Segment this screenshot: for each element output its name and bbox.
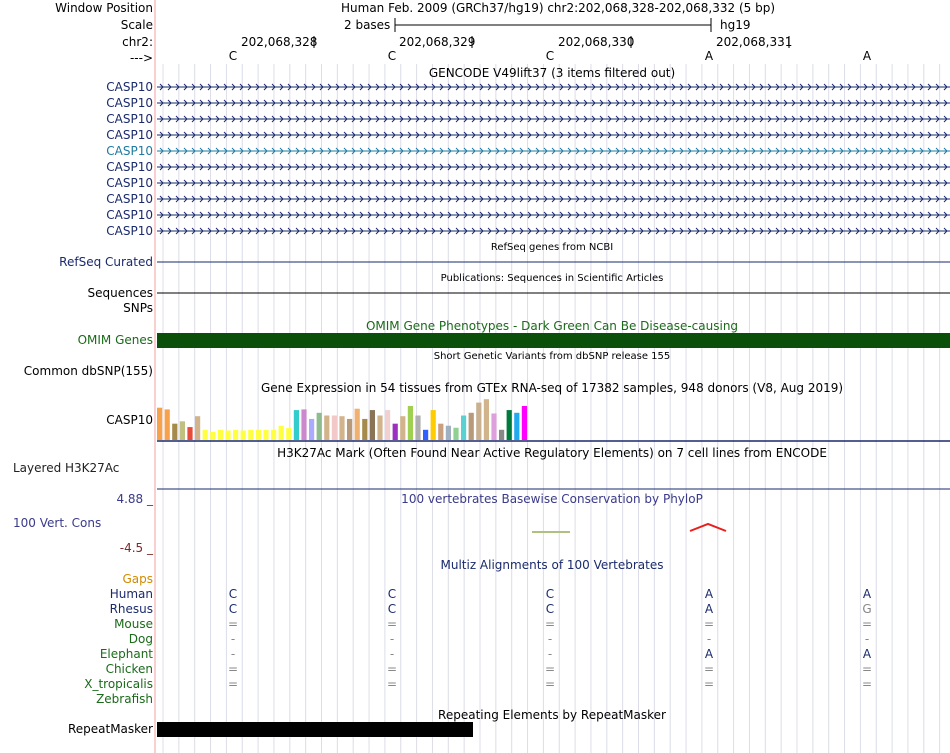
multiz-track-title[interactable]: Multiz Alignments of 100 Vertebrates xyxy=(440,558,664,572)
species-label[interactable]: Dog xyxy=(128,632,153,646)
gtex-tissue-bar xyxy=(514,413,519,440)
gene-label-casp10[interactable]: CASP10 xyxy=(106,208,153,222)
snps-label: SNPs xyxy=(123,301,153,315)
alignment-base: A xyxy=(862,587,872,601)
alignment-base: = xyxy=(227,662,239,676)
gtex-tissue-bar xyxy=(385,410,390,440)
alignment-base: = xyxy=(703,662,715,676)
gtex-tissue-bar xyxy=(165,409,170,440)
gtex-tissue-bar xyxy=(279,426,284,440)
alignment-base: = xyxy=(227,617,239,631)
alignment-base: = xyxy=(227,677,239,691)
gtex-tissue-bar xyxy=(431,410,436,440)
alignment-base: = xyxy=(703,677,715,691)
repeatmasker-element xyxy=(157,722,473,737)
alignment-base: C xyxy=(545,602,555,616)
omim-gene-bar xyxy=(157,333,950,348)
gtex-tissue-bar xyxy=(180,421,185,440)
gtex-tissue-bar xyxy=(393,424,398,440)
gtex-tissue-bar xyxy=(453,428,458,440)
gtex-tissue-bar xyxy=(491,413,496,440)
coord-tick-label: 202,068,331 xyxy=(716,35,793,49)
gtex-tissue-bar xyxy=(355,409,360,440)
gtex-tissue-bar xyxy=(446,426,451,440)
gene-label-casp10[interactable]: CASP10 xyxy=(106,224,153,238)
gene-label-casp10[interactable]: CASP10 xyxy=(106,160,153,174)
alignment-base: = xyxy=(544,677,556,691)
gtex-tissue-bar xyxy=(210,432,215,440)
gtex-tissue-bar xyxy=(218,430,223,440)
gtex-tissue-bar xyxy=(294,410,299,440)
gtex-tissue-bar xyxy=(347,419,352,440)
assembly-label: hg19 xyxy=(720,18,751,32)
strand-chevrons xyxy=(160,212,947,218)
gene-label-casp10[interactable]: CASP10 xyxy=(106,128,153,142)
alignment-base: - xyxy=(389,632,395,646)
strand-chevrons xyxy=(160,132,947,138)
gtex-tissue-bar xyxy=(377,416,382,440)
alignment-base: A xyxy=(862,647,872,661)
repeatmasker-label: RepeatMasker xyxy=(67,722,153,736)
species-label[interactable]: Mouse xyxy=(114,617,153,631)
alignment-base: C xyxy=(387,602,397,616)
alignment-base: = xyxy=(861,662,873,676)
strand-chevrons xyxy=(160,116,947,122)
strand-chevrons xyxy=(160,196,947,202)
alignment-base: = xyxy=(386,677,398,691)
gencode-track-title[interactable]: GENCODE V49lift37 (3 items filtered out) xyxy=(428,66,676,80)
alignment-base: A xyxy=(704,647,714,661)
reference-base: C xyxy=(228,49,238,63)
alignment-base: G xyxy=(862,602,872,616)
gtex-tissue-bar xyxy=(195,416,200,440)
gtex-tissue-bar xyxy=(499,430,504,440)
gtex-tissue-bar xyxy=(461,416,466,440)
gtex-tissue-bar xyxy=(484,399,489,440)
gaps-label: Gaps xyxy=(122,572,153,586)
gtex-tissue-bar xyxy=(400,416,405,440)
gtex-tissue-bar xyxy=(423,430,428,440)
alignment-base: = xyxy=(861,677,873,691)
gtex-tissue-bar xyxy=(271,430,276,440)
alignment-base: = xyxy=(544,662,556,676)
gtex-tissue-bar xyxy=(408,406,413,440)
alignment-base: C xyxy=(228,587,238,601)
publications-track-title[interactable]: Publications: Sequences in Scientific Articles xyxy=(440,273,664,284)
alignment-base: = xyxy=(386,662,398,676)
gene-label-casp10[interactable]: CASP10 xyxy=(106,96,153,110)
sequences-label: Sequences xyxy=(87,286,153,300)
repeatmasker-track-title[interactable]: Repeating Elements by RepeatMasker xyxy=(438,708,666,722)
gene-label-casp10[interactable]: CASP10 xyxy=(106,112,153,126)
strand-chevrons xyxy=(160,100,947,106)
gtex-tissue-bar xyxy=(248,430,253,440)
window-position-label: Window Position xyxy=(55,1,153,15)
alignment-base: = xyxy=(861,617,873,631)
phylop-label: 100 Vert. Cons xyxy=(13,516,102,530)
gtex-tissue-bar xyxy=(362,419,367,440)
coord-tick-label: 202,068,329 xyxy=(399,35,476,49)
gtex-tissue-bar xyxy=(507,410,512,440)
gtex-tissue-bar xyxy=(469,413,474,440)
reference-base: A xyxy=(704,49,714,63)
h3k27ac-label: Layered H3K27Ac xyxy=(13,461,120,475)
coord-tick-label: 202,068,328 xyxy=(241,35,318,49)
gtex-tissue-bar xyxy=(157,408,162,440)
refseq-track-title[interactable]: RefSeq genes from NCBI xyxy=(490,242,614,253)
reference-base: C xyxy=(545,49,555,63)
alignment-base: C xyxy=(545,587,555,601)
strand-chevrons xyxy=(160,148,947,154)
strand-chevrons xyxy=(160,84,947,90)
gene-label-casp10[interactable]: CASP10 xyxy=(106,80,153,94)
species-label[interactable]: Elephant xyxy=(99,647,153,661)
gtex-tissue-bar xyxy=(187,427,192,440)
dbsnp-track-title[interactable]: Short Genetic Variants from dbSNP release 155 xyxy=(433,351,671,362)
alignment-base: - xyxy=(230,647,236,661)
gtex-track-title[interactable]: Gene Expression in 54 tissues from GTEx RNA-seq of 17382 samples, 948 donors (V8, Aug 2019) xyxy=(260,381,844,395)
strand-label: ---> xyxy=(129,51,153,65)
gtex-tissue-bar xyxy=(332,416,337,440)
alignment-base: C xyxy=(387,587,397,601)
omim-genes-label[interactable]: OMIM Genes xyxy=(77,333,153,347)
alignment-base: - xyxy=(389,647,395,661)
h3k27ac-track-title[interactable]: H3K27Ac Mark (Often Found Near Active Regulatory Elements) on 7 cell lines from ENCODE xyxy=(277,446,827,460)
gtex-tissue-bar xyxy=(339,416,344,440)
gtex-tissue-bar xyxy=(256,430,261,440)
phylop-max-label: 4.88 _ xyxy=(116,492,153,506)
gtex-tissue-bar xyxy=(476,403,481,440)
scale-label: Scale xyxy=(120,18,153,32)
alignment-base: A xyxy=(704,587,714,601)
reference-base: C xyxy=(387,49,397,63)
reference-base: A xyxy=(862,49,872,63)
strand-chevrons xyxy=(160,180,947,186)
gene-label-casp10[interactable]: CASP10 xyxy=(106,192,153,206)
gtex-tissue-bar xyxy=(438,424,443,440)
gtex-gene-label[interactable]: CASP10 xyxy=(106,413,153,427)
scale-text: 2 bases xyxy=(344,18,391,32)
phylop-min-label: -4.5 _ xyxy=(119,541,153,555)
gtex-tissue-bar xyxy=(415,416,420,440)
alignment-base: = xyxy=(703,617,715,631)
omim-track-title[interactable]: OMIM Gene Phenotypes - Dark Green Can Be Disease-causing xyxy=(365,319,739,333)
alignment-base: - xyxy=(864,632,870,646)
strand-chevrons xyxy=(160,164,947,170)
alignment-base: - xyxy=(706,632,712,646)
gtex-tissue-bar xyxy=(263,430,268,440)
alignment-base: = xyxy=(386,617,398,631)
species-label[interactable]: Rhesus xyxy=(109,602,153,616)
phylop-track-title[interactable]: 100 vertebrates Basewise Conservation by PhyloP xyxy=(401,492,703,506)
alignment-base: - xyxy=(230,632,236,646)
gene-label-casp10[interactable]: CASP10 xyxy=(106,176,153,190)
gtex-tissue-bar xyxy=(370,410,375,440)
gtex-tissue-bar xyxy=(317,413,322,440)
alignment-base: - xyxy=(547,632,553,646)
gene-label-casp10-highlighted[interactable]: CASP10 xyxy=(106,144,153,158)
gtex-tissue-bar xyxy=(309,419,314,440)
dbsnp-label: Common dbSNP(155) xyxy=(23,364,153,378)
species-label[interactable]: Human xyxy=(109,587,153,601)
coord-tick-label: 202,068,330 xyxy=(558,35,635,49)
alignment-base: A xyxy=(704,602,714,616)
gtex-tissue-bar xyxy=(225,430,230,440)
gtex-tissue-bar xyxy=(233,430,238,440)
species-label[interactable]: Zebrafish xyxy=(96,692,153,706)
alignment-base: C xyxy=(228,602,238,616)
gtex-tissue-bar xyxy=(324,416,329,440)
gtex-tissue-bar xyxy=(522,406,527,440)
refseq-curated-label[interactable]: RefSeq Curated xyxy=(59,255,153,269)
gtex-tissue-bar xyxy=(241,430,246,440)
alignment-base: = xyxy=(544,617,556,631)
gtex-tissue-bar xyxy=(172,424,177,440)
species-label[interactable]: Chicken xyxy=(105,662,153,676)
phylop-score-peak xyxy=(690,524,726,531)
gtex-tissue-bar xyxy=(286,428,291,440)
strand-chevrons xyxy=(160,228,947,234)
species-label[interactable]: X_tropicalis xyxy=(84,677,153,691)
window-position-value: Human Feb. 2009 (GRCh37/hg19) chr2:202,068,328-202,068,332 (5 bp) xyxy=(341,1,776,15)
chrom-label: chr2: xyxy=(122,35,153,49)
gtex-tissue-bar xyxy=(301,409,306,440)
gtex-tissue-bar xyxy=(203,430,208,440)
alignment-base: - xyxy=(547,647,553,661)
